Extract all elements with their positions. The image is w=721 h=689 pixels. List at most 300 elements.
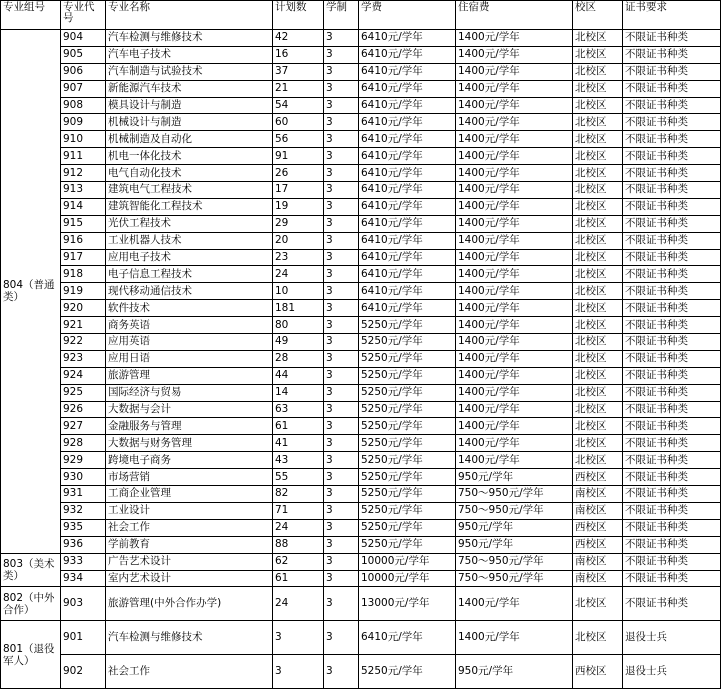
- plan-count-cell: 44: [273, 367, 324, 384]
- plan-count-cell: 60: [273, 114, 324, 131]
- duration-cell: 3: [324, 384, 359, 401]
- campus-cell: 南校区: [573, 553, 623, 570]
- table-row: [1, 519, 721, 536]
- table-row: [1, 553, 721, 570]
- major-name-cell: 汽车检测与维修技术: [106, 30, 273, 47]
- duration-cell: 3: [324, 63, 359, 80]
- tuition-cell: 5250元/学年: [359, 655, 456, 689]
- table-row: [1, 621, 721, 655]
- campus-cell: 北校区: [573, 232, 623, 249]
- accommodation-cell: 1400元/学年: [456, 317, 573, 334]
- tuition-cell: 10000元/学年: [359, 570, 456, 587]
- header-tuition: 学费: [359, 1, 456, 30]
- certificate-cell: 不限证书种类: [623, 435, 721, 452]
- certificate-cell: 不限证书种类: [623, 519, 721, 536]
- table-row: [1, 266, 721, 283]
- certificate-cell: 不限证书种类: [623, 283, 721, 300]
- accommodation-cell: 1400元/学年: [456, 283, 573, 300]
- certificate-cell: 不限证书种类: [623, 384, 721, 401]
- major-code-cell: 924: [61, 367, 106, 384]
- plan-count-cell: 26: [273, 165, 324, 182]
- header-major-name: 专业名称: [106, 1, 273, 30]
- major-name-cell: 现代移动通信技术: [106, 283, 273, 300]
- header-campus: 校区: [573, 1, 623, 30]
- major-code-cell: 933: [61, 553, 106, 570]
- major-code-cell: 912: [61, 165, 106, 182]
- duration-cell: 3: [324, 317, 359, 334]
- table-row: [1, 570, 721, 587]
- plan-count-cell: 41: [273, 435, 324, 452]
- campus-cell: 北校区: [573, 63, 623, 80]
- accommodation-cell: 950元/学年: [456, 519, 573, 536]
- tuition-cell: 5250元/学年: [359, 350, 456, 367]
- table-row: [1, 182, 721, 199]
- duration-cell: 3: [324, 469, 359, 486]
- duration-cell: 3: [324, 182, 359, 199]
- major-name-cell: 大数据与财务管理: [106, 435, 273, 452]
- duration-cell: 3: [324, 300, 359, 317]
- table-row: [1, 283, 721, 300]
- duration-cell: 3: [324, 570, 359, 587]
- major-code-cell: 914: [61, 198, 106, 215]
- tuition-cell: 6410元/学年: [359, 215, 456, 232]
- major-code-cell: 935: [61, 519, 106, 536]
- tuition-cell: 10000元/学年: [359, 553, 456, 570]
- tuition-cell: 5250元/学年: [359, 536, 456, 553]
- table-row: [1, 63, 721, 80]
- duration-cell: 3: [324, 198, 359, 215]
- major-code-cell: 925: [61, 384, 106, 401]
- certificate-cell: 不限证书种类: [623, 350, 721, 367]
- table-row: [1, 655, 721, 689]
- table-row: [1, 198, 721, 215]
- major-name-cell: 跨境电子商务: [106, 452, 273, 469]
- accommodation-cell: 950元/学年: [456, 536, 573, 553]
- major-code-cell: 920: [61, 300, 106, 317]
- accommodation-cell: 1400元/学年: [456, 148, 573, 165]
- group-number-cell: 804（普通类）: [1, 30, 61, 554]
- major-name-cell: 应用英语: [106, 334, 273, 351]
- plan-count-cell: 91: [273, 148, 324, 165]
- major-code-cell: 928: [61, 435, 106, 452]
- table-row: [1, 418, 721, 435]
- plan-count-cell: 63: [273, 401, 324, 418]
- campus-cell: 北校区: [573, 198, 623, 215]
- major-name-cell: 机械制造及自动化: [106, 131, 273, 148]
- tuition-cell: 5250元/学年: [359, 384, 456, 401]
- table-row: [1, 148, 721, 165]
- tuition-cell: 13000元/学年: [359, 587, 456, 621]
- certificate-cell: 不限证书种类: [623, 486, 721, 503]
- table-row: [1, 215, 721, 232]
- major-code-cell: 931: [61, 486, 106, 503]
- campus-cell: 北校区: [573, 266, 623, 283]
- accommodation-cell: 950元/学年: [456, 469, 573, 486]
- major-code-cell: 919: [61, 283, 106, 300]
- campus-cell: 北校区: [573, 165, 623, 182]
- accommodation-cell: 1400元/学年: [456, 198, 573, 215]
- accommodation-cell: 1400元/学年: [456, 350, 573, 367]
- certificate-cell: 不限证书种类: [623, 232, 721, 249]
- major-name-cell: 工业机器人技术: [106, 232, 273, 249]
- major-name-cell: 机电一体化技术: [106, 148, 273, 165]
- plan-count-cell: 82: [273, 486, 324, 503]
- table-row: [1, 334, 721, 351]
- header-plan-count: 计划数: [273, 1, 324, 30]
- header-certificate: 证书要求: [623, 1, 721, 30]
- major-code-cell: 936: [61, 536, 106, 553]
- major-code-cell: 915: [61, 215, 106, 232]
- tuition-cell: 5250元/学年: [359, 435, 456, 452]
- major-code-cell: 916: [61, 232, 106, 249]
- accommodation-cell: 1400元/学年: [456, 452, 573, 469]
- major-code-cell: 902: [61, 655, 106, 689]
- accommodation-cell: 1400元/学年: [456, 80, 573, 97]
- accommodation-cell: 1400元/学年: [456, 30, 573, 47]
- campus-cell: 南校区: [573, 486, 623, 503]
- duration-cell: 3: [324, 283, 359, 300]
- major-name-cell: 建筑电气工程技术: [106, 182, 273, 199]
- tuition-cell: 5250元/学年: [359, 367, 456, 384]
- major-name-cell: 电子信息工程技术: [106, 266, 273, 283]
- major-name-cell: 广告艺术设计: [106, 553, 273, 570]
- table-row: [1, 502, 721, 519]
- duration-cell: 3: [324, 266, 359, 283]
- table-row: [1, 97, 721, 114]
- accommodation-cell: 1400元/学年: [456, 114, 573, 131]
- duration-cell: 3: [324, 435, 359, 452]
- accommodation-cell: 1400元/学年: [456, 165, 573, 182]
- tuition-cell: 6410元/学年: [359, 63, 456, 80]
- accommodation-cell: 1400元/学年: [456, 418, 573, 435]
- accommodation-cell: 1400元/学年: [456, 384, 573, 401]
- certificate-cell: 不限证书种类: [623, 63, 721, 80]
- campus-cell: 北校区: [573, 587, 623, 621]
- major-code-cell: 911: [61, 148, 106, 165]
- major-name-cell: 汽车电子技术: [106, 46, 273, 63]
- accommodation-cell: 1400元/学年: [456, 182, 573, 199]
- duration-cell: 3: [324, 536, 359, 553]
- table-row: [1, 435, 721, 452]
- major-code-cell: 923: [61, 350, 106, 367]
- major-code-cell: 922: [61, 334, 106, 351]
- duration-cell: 3: [324, 587, 359, 621]
- accommodation-cell: 1400元/学年: [456, 266, 573, 283]
- plan-count-cell: 3: [273, 621, 324, 655]
- campus-cell: 北校区: [573, 46, 623, 63]
- accommodation-cell: 1400元/学年: [456, 232, 573, 249]
- plan-count-cell: 61: [273, 570, 324, 587]
- major-name-cell: 汽车制造与试验技术: [106, 63, 273, 80]
- table-row: [1, 401, 721, 418]
- plan-count-cell: 55: [273, 469, 324, 486]
- accommodation-cell: 750～950元/学年: [456, 486, 573, 503]
- table-row: [1, 367, 721, 384]
- certificate-cell: 不限证书种类: [623, 334, 721, 351]
- duration-cell: 3: [324, 148, 359, 165]
- duration-cell: 3: [324, 46, 359, 63]
- certificate-cell: 不限证书种类: [623, 536, 721, 553]
- campus-cell: 南校区: [573, 570, 623, 587]
- major-name-cell: 光伏工程技术: [106, 215, 273, 232]
- tuition-cell: 5250元/学年: [359, 469, 456, 486]
- duration-cell: 3: [324, 655, 359, 689]
- certificate-cell: 不限证书种类: [623, 30, 721, 47]
- tuition-cell: 6410元/学年: [359, 182, 456, 199]
- tuition-cell: 6410元/学年: [359, 80, 456, 97]
- tuition-cell: 6410元/学年: [359, 46, 456, 63]
- certificate-cell: 退役士兵: [623, 621, 721, 655]
- duration-cell: 3: [324, 215, 359, 232]
- major-code-cell: 929: [61, 452, 106, 469]
- major-code-cell: 906: [61, 63, 106, 80]
- certificate-cell: 不限证书种类: [623, 80, 721, 97]
- duration-cell: 3: [324, 486, 359, 503]
- duration-cell: 3: [324, 519, 359, 536]
- certificate-cell: 不限证书种类: [623, 367, 721, 384]
- table-body: [1, 30, 721, 689]
- major-code-cell: 905: [61, 46, 106, 63]
- major-code-cell: 903: [61, 587, 106, 621]
- duration-cell: 3: [324, 97, 359, 114]
- accommodation-cell: 1400元/学年: [456, 249, 573, 266]
- campus-cell: 北校区: [573, 334, 623, 351]
- plan-count-cell: 88: [273, 536, 324, 553]
- tuition-cell: 5250元/学年: [359, 502, 456, 519]
- campus-cell: 北校区: [573, 350, 623, 367]
- major-name-cell: 汽车检测与维修技术: [106, 621, 273, 655]
- major-code-cell: 904: [61, 30, 106, 47]
- major-name-cell: 室内艺术设计: [106, 570, 273, 587]
- table-row: [1, 232, 721, 249]
- duration-cell: 3: [324, 553, 359, 570]
- major-name-cell: 建筑智能化工程技术: [106, 198, 273, 215]
- accommodation-cell: 1400元/学年: [456, 367, 573, 384]
- table-row: [1, 452, 721, 469]
- tuition-cell: 5250元/学年: [359, 452, 456, 469]
- plan-count-cell: 49: [273, 334, 324, 351]
- major-code-cell: 934: [61, 570, 106, 587]
- plan-count-cell: 62: [273, 553, 324, 570]
- table-row: [1, 80, 721, 97]
- certificate-cell: 不限证书种类: [623, 587, 721, 621]
- certificate-cell: 退役士兵: [623, 655, 721, 689]
- tuition-cell: 5250元/学年: [359, 317, 456, 334]
- major-name-cell: 软件技术: [106, 300, 273, 317]
- tuition-cell: 6410元/学年: [359, 266, 456, 283]
- campus-cell: 北校区: [573, 131, 623, 148]
- header-duration: 学制: [324, 1, 359, 30]
- tuition-cell: 6410元/学年: [359, 148, 456, 165]
- major-name-cell: 旅游管理: [106, 367, 273, 384]
- table-row: [1, 46, 721, 63]
- tuition-cell: 6410元/学年: [359, 30, 456, 47]
- duration-cell: 3: [324, 334, 359, 351]
- tuition-cell: 5250元/学年: [359, 334, 456, 351]
- certificate-cell: 不限证书种类: [623, 502, 721, 519]
- duration-cell: 3: [324, 452, 359, 469]
- plan-count-cell: 20: [273, 232, 324, 249]
- certificate-cell: 不限证书种类: [623, 131, 721, 148]
- group-number-cell: 802（中外合作）: [1, 587, 61, 621]
- campus-cell: 北校区: [573, 367, 623, 384]
- major-name-cell: 商务英语: [106, 317, 273, 334]
- plan-count-cell: 29: [273, 215, 324, 232]
- campus-cell: 北校区: [573, 148, 623, 165]
- certificate-cell: 不限证书种类: [623, 215, 721, 232]
- table-row: [1, 384, 721, 401]
- group-number-cell: 803（美术类）: [1, 553, 61, 587]
- campus-cell: 北校区: [573, 249, 623, 266]
- certificate-cell: 不限证书种类: [623, 46, 721, 63]
- tuition-cell: 6410元/学年: [359, 114, 456, 131]
- tuition-cell: 5250元/学年: [359, 486, 456, 503]
- tuition-cell: 6410元/学年: [359, 198, 456, 215]
- duration-cell: 3: [324, 621, 359, 655]
- plan-count-cell: 56: [273, 131, 324, 148]
- tuition-cell: 6410元/学年: [359, 232, 456, 249]
- plan-count-cell: 23: [273, 249, 324, 266]
- certificate-cell: 不限证书种类: [623, 418, 721, 435]
- certificate-cell: 不限证书种类: [623, 469, 721, 486]
- tuition-cell: 6410元/学年: [359, 300, 456, 317]
- plan-count-cell: 19: [273, 198, 324, 215]
- major-code-cell: 908: [61, 97, 106, 114]
- major-name-cell: 电气自动化技术: [106, 165, 273, 182]
- duration-cell: 3: [324, 30, 359, 47]
- plan-count-cell: 181: [273, 300, 324, 317]
- major-code-cell: 927: [61, 418, 106, 435]
- certificate-cell: 不限证书种类: [623, 401, 721, 418]
- campus-cell: 北校区: [573, 401, 623, 418]
- plan-count-cell: 14: [273, 384, 324, 401]
- plan-count-cell: 54: [273, 97, 324, 114]
- table-row: [1, 317, 721, 334]
- campus-cell: 北校区: [573, 114, 623, 131]
- table-row: [1, 469, 721, 486]
- certificate-cell: 不限证书种类: [623, 300, 721, 317]
- campus-cell: 北校区: [573, 621, 623, 655]
- major-code-cell: 921: [61, 317, 106, 334]
- accommodation-cell: 750～950元/学年: [456, 502, 573, 519]
- table-row: [1, 165, 721, 182]
- table-row: [1, 350, 721, 367]
- plan-count-cell: 37: [273, 63, 324, 80]
- major-code-cell: 930: [61, 469, 106, 486]
- accommodation-cell: 1400元/学年: [456, 587, 573, 621]
- major-code-cell: 907: [61, 80, 106, 97]
- duration-cell: 3: [324, 502, 359, 519]
- accommodation-cell: 1400元/学年: [456, 97, 573, 114]
- major-name-cell: 应用电子技术: [106, 249, 273, 266]
- tuition-cell: 6410元/学年: [359, 131, 456, 148]
- certificate-cell: 不限证书种类: [623, 452, 721, 469]
- campus-cell: 北校区: [573, 182, 623, 199]
- accommodation-cell: 1400元/学年: [456, 131, 573, 148]
- tuition-cell: 6410元/学年: [359, 97, 456, 114]
- plan-count-cell: 17: [273, 182, 324, 199]
- certificate-cell: 不限证书种类: [623, 553, 721, 570]
- duration-cell: 3: [324, 80, 359, 97]
- major-name-cell: 学前教育: [106, 536, 273, 553]
- major-code-cell: 926: [61, 401, 106, 418]
- header-accommodation: 住宿费: [456, 1, 573, 30]
- accommodation-cell: 1400元/学年: [456, 63, 573, 80]
- duration-cell: 3: [324, 249, 359, 266]
- campus-cell: 西校区: [573, 536, 623, 553]
- major-name-cell: 工业设计: [106, 502, 273, 519]
- campus-cell: 北校区: [573, 384, 623, 401]
- major-name-cell: 旅游管理(中外合作办学): [106, 587, 273, 621]
- campus-cell: 南校区: [573, 502, 623, 519]
- plan-count-cell: 71: [273, 502, 324, 519]
- tuition-cell: 5250元/学年: [359, 401, 456, 418]
- plan-count-cell: 24: [273, 519, 324, 536]
- duration-cell: 3: [324, 165, 359, 182]
- certificate-cell: 不限证书种类: [623, 198, 721, 215]
- campus-cell: 北校区: [573, 283, 623, 300]
- major-name-cell: 国际经济与贸易: [106, 384, 273, 401]
- campus-cell: 北校区: [573, 80, 623, 97]
- major-code-cell: 910: [61, 131, 106, 148]
- campus-cell: 西校区: [573, 519, 623, 536]
- campus-cell: 北校区: [573, 452, 623, 469]
- duration-cell: 3: [324, 232, 359, 249]
- accommodation-cell: 1400元/学年: [456, 621, 573, 655]
- table-row: [1, 249, 721, 266]
- certificate-cell: 不限证书种类: [623, 317, 721, 334]
- campus-cell: 北校区: [573, 435, 623, 452]
- major-name-cell: 模具设计与制造: [106, 97, 273, 114]
- major-code-cell: 913: [61, 182, 106, 199]
- plan-count-cell: 10: [273, 283, 324, 300]
- certificate-cell: 不限证书种类: [623, 114, 721, 131]
- plan-count-cell: 16: [273, 46, 324, 63]
- accommodation-cell: 1400元/学年: [456, 401, 573, 418]
- major-code-cell: 917: [61, 249, 106, 266]
- accommodation-cell: 1400元/学年: [456, 215, 573, 232]
- table-row: [1, 536, 721, 553]
- campus-cell: 北校区: [573, 418, 623, 435]
- campus-cell: 北校区: [573, 30, 623, 47]
- tuition-cell: 6410元/学年: [359, 249, 456, 266]
- certificate-cell: 不限证书种类: [623, 249, 721, 266]
- table-row: [1, 587, 721, 621]
- table-header-row: [1, 1, 721, 30]
- major-name-cell: 应用日语: [106, 350, 273, 367]
- duration-cell: 3: [324, 418, 359, 435]
- plan-count-cell: 24: [273, 587, 324, 621]
- header-group-number: 专业组号: [1, 1, 61, 30]
- plan-count-cell: 28: [273, 350, 324, 367]
- major-name-cell: 工商企业管理: [106, 486, 273, 503]
- certificate-cell: 不限证书种类: [623, 148, 721, 165]
- major-name-cell: 社会工作: [106, 519, 273, 536]
- duration-cell: 3: [324, 367, 359, 384]
- plan-count-cell: 21: [273, 80, 324, 97]
- major-code-cell: 918: [61, 266, 106, 283]
- accommodation-cell: 750～950元/学年: [456, 553, 573, 570]
- certificate-cell: 不限证书种类: [623, 182, 721, 199]
- plan-count-cell: 24: [273, 266, 324, 283]
- major-name-cell: 机械设计与制造: [106, 114, 273, 131]
- major-name-cell: 市场营销: [106, 469, 273, 486]
- certificate-cell: 不限证书种类: [623, 165, 721, 182]
- accommodation-cell: 1400元/学年: [456, 334, 573, 351]
- table-row: [1, 114, 721, 131]
- campus-cell: 北校区: [573, 300, 623, 317]
- table-row: [1, 131, 721, 148]
